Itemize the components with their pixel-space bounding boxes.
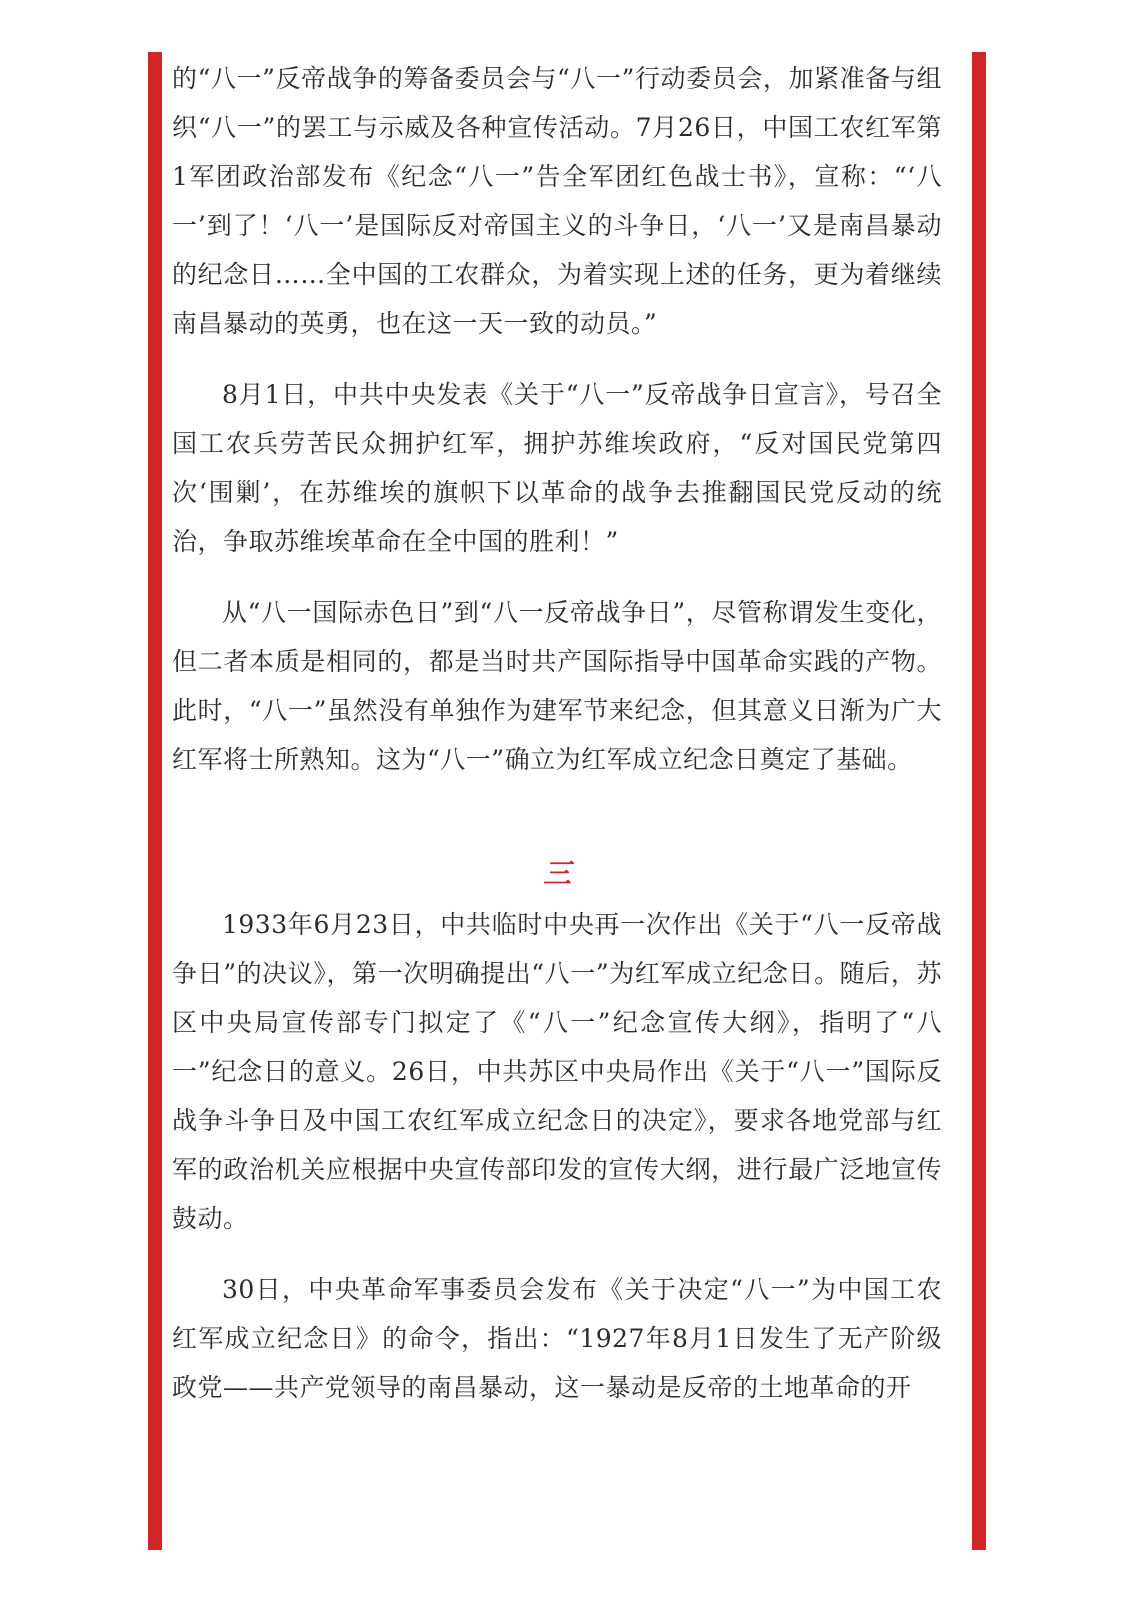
right-red-border (972, 52, 986, 1550)
left-red-border (148, 52, 162, 1550)
paragraph-1: 的“八一”反帝战争的筹备委员会与“八一”行动委员会，加紧准备与组织“八一”的罢工与示威及各种宣传活动。7月26日，中国工农红军第1军团政治部发布《纪念“八一”告全军团红色战士书》，宣称：“‘八一’到了！‘八一’是国际反对帝国主义的斗争日，‘八一’又是南昌暴动的纪念日……全中国的工农群众，为着实现上述的任务，更为着继续南昌暴动的英勇，也在这一天一致的动员。” (172, 64, 942, 338)
paragraph-5: 30日，中央革命军事委员会发布《关于决定“八一”为中国工农红军成立纪念日》的命令，指出：“1927年8月1日发生了无产阶级政党——共产党领导的南昌暴动，这一暴动是反帝的土地革命的开 (172, 1275, 942, 1402)
paragraph-3: 从“八一国际赤色日”到“八一反帝战争日”，尽管称谓发生变化，但二者本质是相同的，都是当时共产国际指导中国革命实践的产物。此时，“八一”虽然没有单独作为建军节来纪念，但其意义日渐为广大红军将士所熟知。这为“八一”确立为红军成立纪念日奠定了基础。 (172, 598, 942, 774)
paragraph-2: 8月1日，中共中央发表《关于“八一”反帝战争日宣言》，号召全国工农兵劳苦民众拥护红军，拥护苏维埃政府，“反对国民党第四次‘围剿’，在苏维埃的旗帜下以革命的战争去推翻国民党反动的统治，争取苏维埃革命在全中国的胜利！” (172, 380, 942, 556)
article-body (172, 54, 942, 1412)
section-number: 三 (542, 857, 571, 890)
paragraph-4: 1933年6月23日，中共临时中央再一次作出《关于“八一反帝战争日”的决议》，第一次明确提出“八一”为红军成立纪念日。随后，苏区中央局宣传部专门拟定了《“八一”纪念宣传大纲》，指明了“八一”纪念日的意义。26日，中共苏区中央局作出《关于“八一”国际反战争斗争日及中国工农红军成立纪念日的决定》，要求各地党部与红军的政治机关应根据中央宣传部印发的宣传大纲，进行最广泛地宣传鼓动。 (172, 910, 942, 1233)
